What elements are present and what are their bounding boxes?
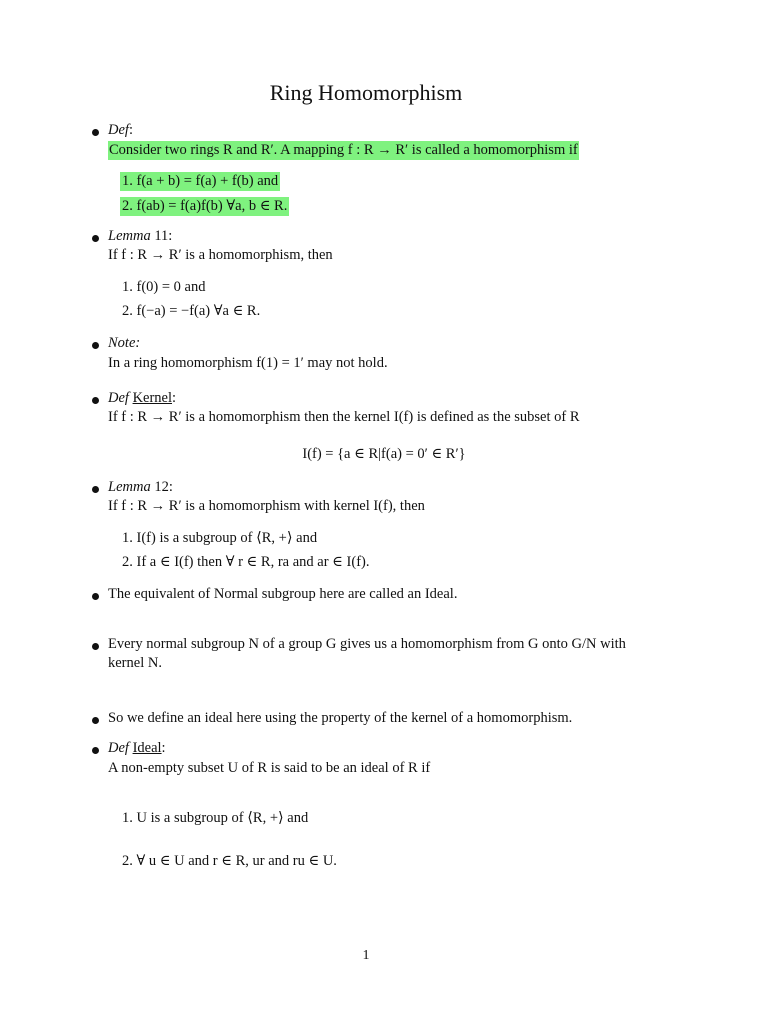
def-label: Def [108, 122, 129, 138]
def-colon: : [128, 122, 133, 138]
lemma12-heading [108, 479, 173, 496]
note-label: Note: [108, 335, 141, 351]
ideal-statement: A non-empty subset U of R is said to be an ideal of R if [108, 760, 431, 776]
lemma11-heading [108, 228, 172, 245]
ideal-def-label: Def [108, 740, 129, 756]
kernel-heading [108, 390, 176, 407]
bullet [92, 235, 99, 242]
def-item-1: 1. f(a + b) = f(a) + f(b) and [122, 173, 279, 189]
page-number: 1 [362, 948, 370, 963]
kernel-def-label: Def [108, 390, 129, 406]
kernel-formula: I(f) = {a ∈ R|f(a) = 0′ ∈ R′} [302, 446, 466, 462]
def-heading [108, 122, 133, 139]
ideal-item-2: 2. ∀ u ∈ U and r ∈ R, ur and ru ∈ U. [122, 853, 337, 869]
normal-subgroup-line-2: kernel N. [108, 655, 162, 671]
so-we-define-text: So we define an ideal here using the property of the kernel of a homomorphism. [108, 710, 573, 726]
bullet [92, 342, 99, 349]
lemma12-item-2: 2. If a ∈ I(f) then ∀ r ∈ R, ra and ar ∈ I(f). [122, 554, 370, 570]
lemma11-label: Lemma [108, 228, 151, 244]
bullet [92, 717, 99, 724]
kernel-colon: : [172, 390, 177, 406]
page-title: Ring Homomorphism [269, 80, 463, 105]
bullet [92, 643, 99, 650]
lemma12-label: Lemma [108, 479, 151, 495]
kernel-statement: If f : R → R′ is a homomorphism then the kernel I(f) is defined as the subset of R [108, 409, 580, 425]
lemma11-number: 11: [150, 228, 173, 244]
lemma12-item-1: 1. I(f) is a subgroup of ⟨R, +⟩ and [122, 530, 318, 546]
bullet [92, 129, 99, 136]
lemma11-statement: If f : R → R′ is a homomorphism, then [108, 247, 333, 263]
def-item-2: 2. f(ab) = f(a)f(b) ∀a, b ∈ R. [122, 198, 288, 214]
bullet [92, 486, 99, 493]
lemma11-item-2: 2. f(−a) = −f(a) ∀a ∈ R. [122, 303, 261, 319]
bullet [92, 593, 99, 600]
kernel-term: Kernel [132, 390, 173, 406]
normal-subgroup-line-1: Every normal subgroup N of a group G gives us a homomorphism from G onto G/N with [108, 636, 626, 652]
lemma12-statement: If f : R → R′ is a homomorphism with kernel I(f), then [108, 498, 425, 514]
ideal-colon: : [161, 740, 166, 756]
note-statement: In a ring homomorphism f(1) = 1′ may not hold. [108, 355, 388, 371]
ideal-heading [108, 740, 166, 757]
ideal-term: Ideal [132, 740, 162, 756]
ideal-item-1: 1. U is a subgroup of ⟨R, +⟩ and [122, 810, 309, 826]
equivalent-text: The equivalent of Normal subgroup here are called an Ideal. [108, 586, 458, 602]
bullet [92, 747, 99, 754]
lemma12-number: 12: [150, 479, 173, 495]
note-heading [108, 335, 140, 352]
bullet [92, 397, 99, 404]
lemma11-item-1: 1. f(0) = 0 and [122, 279, 206, 295]
def-statement: Consider two rings R and R′. A mapping f : R → R′ is called a homomorphism if [109, 142, 578, 158]
